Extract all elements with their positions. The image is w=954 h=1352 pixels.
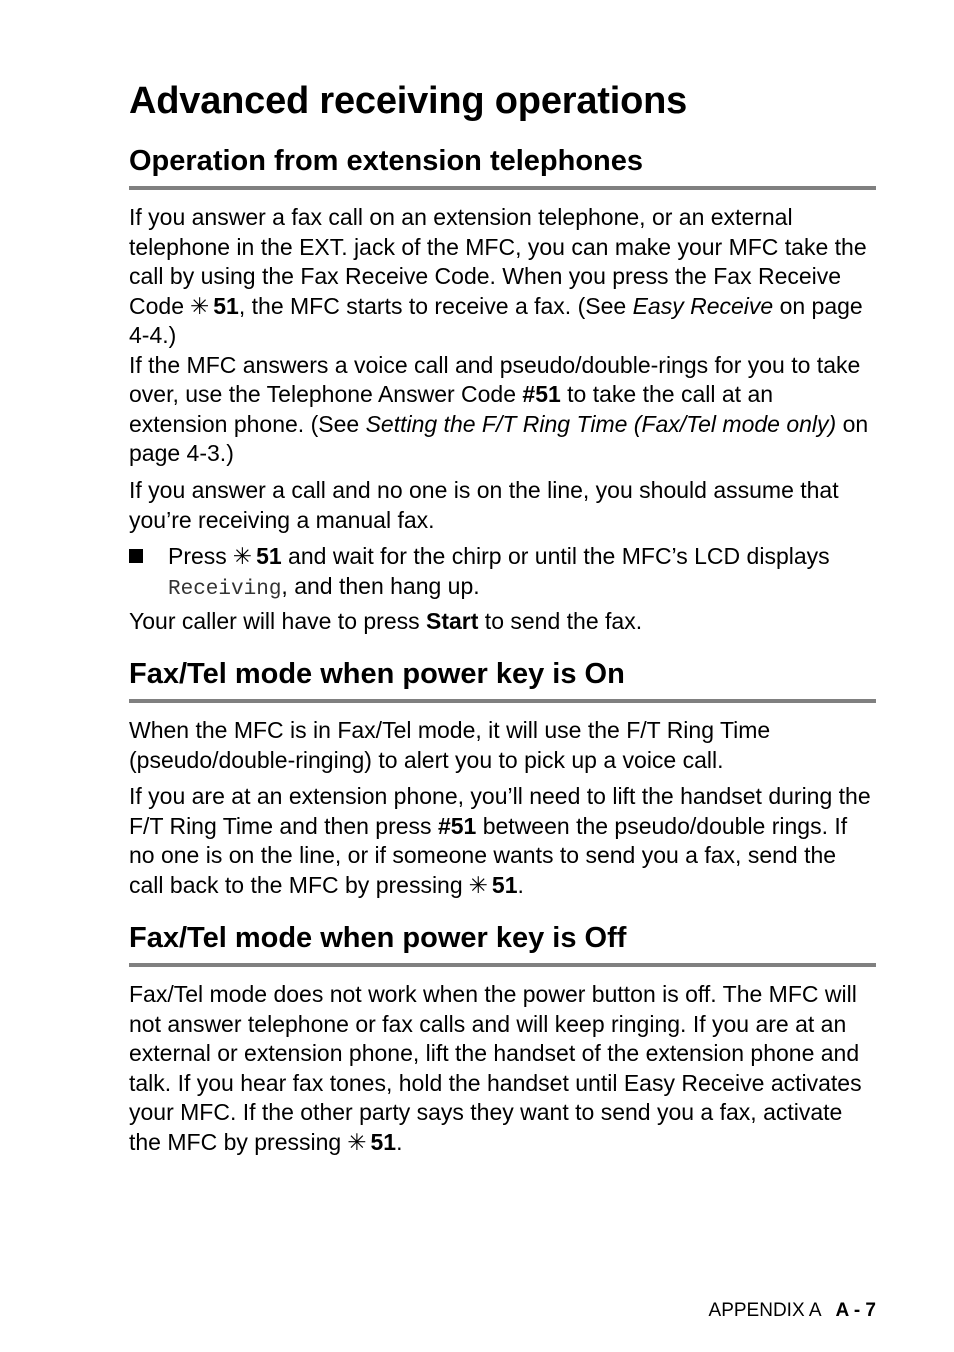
page-title: Advanced receiving operations [129, 80, 688, 122]
code: 51 [491, 871, 518, 898]
paragraph [129, 980, 876, 1157]
text: . [396, 1128, 403, 1155]
key-name: Start [426, 608, 479, 634]
text: Fax/Tel mode does not work when the power button is off. The MFC will not answer telephone or fax calls and will keep ringing. If you are at an external or extension phone, lift the handset of the extension phone and talk. If you hear fax tones, hold the handset until Easy Receive activates your MFC. If the other party says they want to send you a fax, activate the MFC by pressing [129, 981, 862, 1155]
code: #51 [522, 381, 561, 407]
text: to send the fax. [478, 608, 643, 634]
page-number: A - 7 [835, 1300, 876, 1321]
text: between the pseudo/double rings. If no one is on the line, or if someone wants to send you a fax, send the call back to the MFC by pressing [129, 812, 848, 898]
lcd-message: Receiving [168, 577, 282, 601]
list-item-text [168, 542, 878, 604]
code: 51 [256, 543, 282, 569]
section-title-power-off: Fax/Tel mode when power key is Off [129, 922, 876, 967]
text: If the MFC answers a voice call and pseudo/double-rings for you to take over, use the Telephone Answer Code [129, 351, 861, 407]
code: #51 [437, 812, 477, 839]
star-key-icon: ✳ [189, 292, 210, 319]
text: Press [168, 543, 227, 569]
paragraph [129, 607, 876, 637]
code: 51 [370, 1128, 397, 1155]
paragraph [129, 203, 876, 469]
text: on page 4-4.) [129, 292, 863, 348]
square-bullet-icon [129, 549, 143, 563]
paragraph: If you answer a call and no one is on the line, you should assume that you’re receiving a manual fax. [129, 477, 839, 533]
star-key-icon: ✳ [347, 1128, 367, 1155]
text: , the MFC starts to receive a fax. (See [238, 292, 633, 319]
star-key-icon: ✳ [232, 543, 253, 569]
cross-reference: Setting the F/T Ring Time (Fax/Tel mode only) [365, 410, 837, 437]
cross-reference: Easy Receive [632, 292, 774, 319]
section-title-power-on: Fax/Tel mode when power key is On [129, 658, 876, 703]
text: If you are at an extension phone, you’ll need to lift the handset during the F/T Ring Time and then press [129, 783, 871, 839]
text: and wait for the chirp or until the MFC’s LCD displays [281, 543, 830, 569]
text: . [517, 871, 524, 898]
footer-section-label: APPENDIX A [708, 1300, 822, 1321]
text: If you answer a fax call on an extension telephone, or an external telephone in the EXT. jack of the MFC, you can make your MFC take the call by using the Fax Receive Code. When you press the Fax Receive Code [129, 204, 867, 319]
text: Your caller will have to press [129, 608, 427, 634]
text: to take the call at an extension phone. (See [129, 381, 774, 437]
paragraph: When the MFC is in Fax/Tel mode, it will use the F/T Ring Time (pseudo/double-ringing) to alert you to pick up a voice call. [129, 717, 771, 773]
code: 51 [213, 292, 239, 319]
star-key-icon: ✳ [468, 871, 488, 898]
text: on page 4-3.) [129, 410, 869, 466]
text: , and then hang up. [281, 572, 480, 599]
section-title-extension-telephones: Operation from extension telephones [129, 145, 876, 190]
paragraph [129, 782, 876, 900]
page-footer [709, 1300, 876, 1322]
